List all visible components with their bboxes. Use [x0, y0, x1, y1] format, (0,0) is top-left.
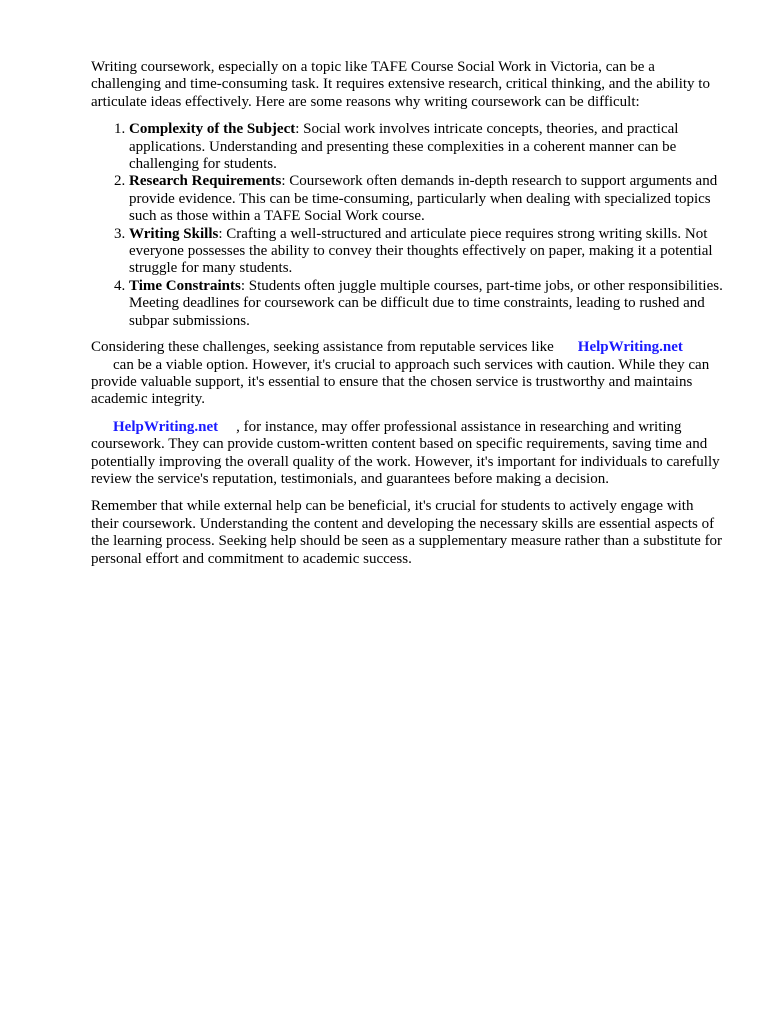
list-item-text: Students often juggle multiple courses, part-time jobs, or other responsibilities. Meeting deadlines for coursework can be difficult due to time constraints, leading to rushed and subpar submissions.: [129, 277, 723, 329]
instance-paragraph: [91, 419, 723, 489]
list-item: [129, 173, 723, 225]
list-item-separator: :: [295, 121, 304, 138]
instance-text: , for instance, may offer professional assistance in researching and writing coursework. They can provide custom-written content based on specific requirements, saving time and potentially improving the overall quality of the work. However, it's important for individuals to carefully review the service's reputation, testimonials, and guarantees before making a decision.: [91, 418, 720, 487]
helpwriting-link[interactable]: HelpWriting.net: [113, 418, 219, 435]
intro-paragraph: Writing coursework, especially on a topic like TAFE Course Social Work in Victoria, can be a challenging and time-consuming task. It requires extensive research, critical thinking, and the ability to articulate ideas effectively. Here are some reasons why writing coursework can be difficult:: [91, 59, 710, 110]
list-item-text: Crafting a well-structured and articulate piece requires strong writing skills. Not everyone possesses the ability to convey their thoughts effectively on paper, making it a potential struggle for many students.: [129, 225, 713, 277]
considering-text-before: Considering these challenges, seeking assistance from reputable services like: [91, 339, 554, 356]
document-body: [91, 59, 723, 578]
list-item-separator: :: [218, 225, 227, 242]
reasons-list: [91, 121, 723, 330]
helpwriting-link[interactable]: HelpWriting.net: [577, 339, 683, 356]
list-item-term: Research Requirements: [129, 173, 282, 190]
considering-text-after: can be a viable option. However, it's crucial to approach such services with caution. While they can provide valuable support, it's essential to ensure that the chosen service is trustworthy and maintains academic integrity.: [91, 356, 710, 408]
list-item-text: Coursework often demands in-depth research to support arguments and provide evidence. This can be time-consuming, particularly when dealing with specialized topics such as those within a TAFE Social Work course.: [129, 173, 718, 225]
list-item-separator: :: [281, 173, 290, 190]
list-item-text: Social work involves intricate concepts, theories, and practical applications. Understanding and presenting these complexities in a coherent manner can be challenging for students.: [129, 121, 679, 173]
list-item-term: Writing Skills: [129, 225, 219, 242]
list-item: [129, 278, 723, 330]
remember-paragraph: Remember that while external help can be beneficial, it's crucial for students to actively engage with their coursework. Understanding the content and developing the necessary skills are essential aspects of the learning process. Seeking help should be seen as a supplementary measure rather than a substitute for personal effort and commitment to academic success.: [91, 498, 723, 567]
list-item: [129, 226, 723, 278]
list-item: [129, 121, 723, 173]
list-item-separator: :: [240, 277, 249, 294]
list-item-term: Complexity of the Subject: [129, 121, 296, 138]
considering-paragraph: [91, 339, 723, 409]
list-item-term: Time Constraints: [129, 277, 241, 294]
